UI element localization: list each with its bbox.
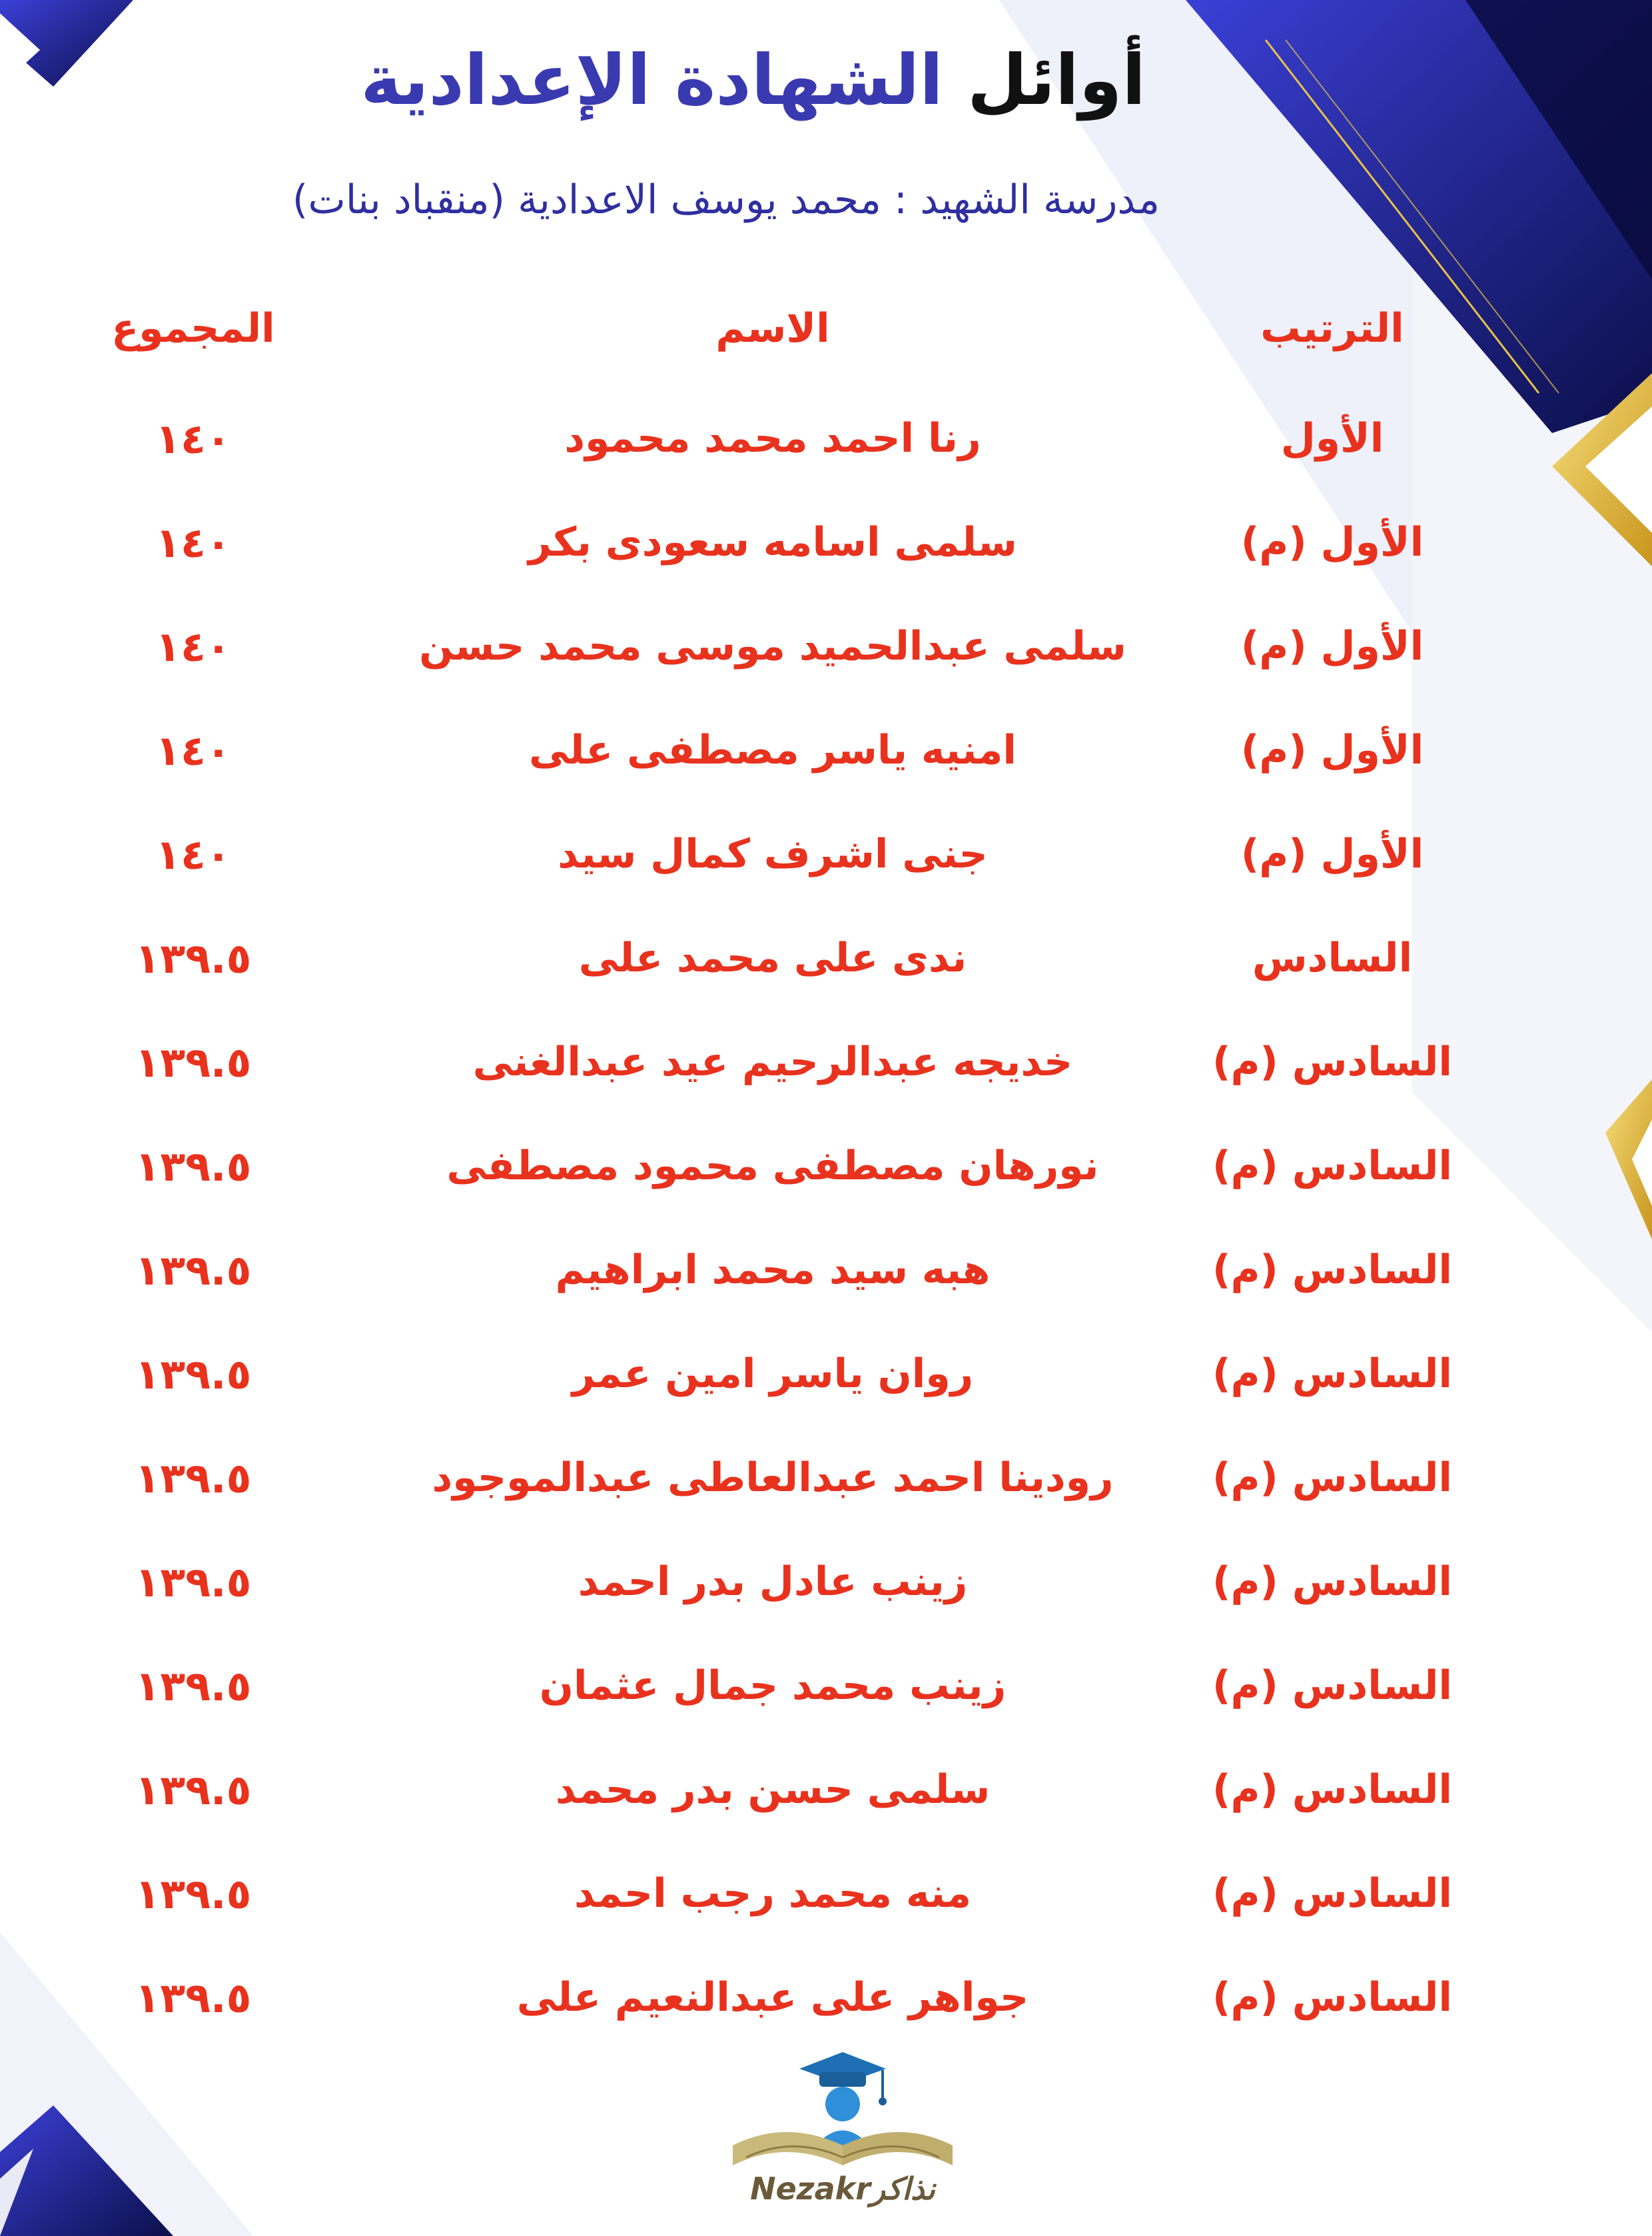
table-row (0, 1218, 1652, 1322)
name-cell: ندى على محمد على (578, 935, 967, 981)
header-rank: الترتيب (1260, 304, 1404, 352)
total-cell: ١٣٩.٥ (135, 1869, 252, 1918)
rank-cell: السادس (م) (1212, 1247, 1452, 1293)
total-cell: ١٣٩.٥ (135, 1661, 252, 1710)
total-cell: ١٣٩.٥ (135, 1557, 252, 1606)
title-word-awael: أوائل (967, 39, 1146, 121)
total-cell: ١٣٩.٥ (135, 1245, 252, 1295)
results-table (0, 270, 1652, 2049)
name-cell: رودينا احمد عبدالعاطى عبدالموجود (432, 1454, 1114, 1501)
table-row (0, 1114, 1652, 1218)
table-row (0, 1842, 1652, 1946)
table-row (0, 1010, 1652, 1114)
rank-cell: الأول (1280, 415, 1384, 462)
school-name: مدرسة الشهيد : محمد يوسف الاعدادية (منقباد بنات) (292, 177, 1160, 223)
table-row (0, 698, 1652, 802)
rank-cell: السادس (م) (1212, 1766, 1452, 1813)
table-row (0, 1426, 1652, 1530)
name-cell: سلمى حسن بدر محمد (555, 1766, 991, 1813)
rank-cell: السادس (م) (1212, 1454, 1452, 1501)
rank-cell: السادس (م) (1212, 1870, 1452, 1917)
rank-cell: الأول (م) (1240, 519, 1424, 566)
table-row (0, 1738, 1652, 1842)
name-cell: منه محمد رجب احمد (574, 1870, 971, 1917)
table-row (0, 802, 1652, 906)
name-cell: جواهر على عبدالنعيم على (516, 1974, 1029, 2021)
rank-cell: السادس (م) (1212, 1351, 1452, 1397)
rank-cell: الأول (م) (1240, 831, 1424, 877)
table-header-row (0, 270, 1652, 386)
name-cell: سلمى اسامه سعودى بكر (528, 519, 1017, 566)
name-cell: روان ياسر امين عمر (572, 1351, 974, 1397)
table-row (0, 1946, 1652, 2049)
page-title (360, 20, 1146, 140)
name-cell: زينب محمد جمال عثمان (539, 1662, 1007, 1709)
rank-cell: السادس (م) (1212, 1662, 1452, 1709)
name-cell: جنى اشرف كمال سيد (558, 831, 988, 877)
table-row (0, 1322, 1652, 1426)
table-row (0, 490, 1652, 594)
name-cell: هبه سيد محمد ابراهيم (555, 1247, 991, 1293)
rank-cell: السادس (م) (1212, 1039, 1452, 1085)
total-cell: ١٣٩.٥ (135, 1349, 252, 1398)
total-cell: ١٤٠ (155, 518, 231, 567)
rank-cell: السادس (1252, 935, 1413, 981)
rank-cell: السادس (م) (1212, 1143, 1452, 1189)
total-cell: ١٤٠ (155, 622, 231, 671)
name-cell: رنا احمد محمد محمود (564, 415, 981, 462)
table-row (0, 1530, 1652, 1634)
name-cell: امنيه ياسر مصطفى على (529, 727, 1017, 774)
rank-cell: السادس (م) (1212, 1558, 1452, 1605)
table-row (0, 594, 1652, 698)
total-cell: ١٣٩.٥ (135, 1453, 252, 1502)
rank-cell: السادس (م) (1212, 1974, 1452, 2021)
total-cell: ١٣٩.٥ (135, 1037, 252, 1087)
total-cell: ١٤٠ (155, 830, 231, 879)
table-row (0, 906, 1652, 1010)
name-cell: زينب عادل بدر احمد (578, 1558, 968, 1605)
table-row (0, 386, 1652, 490)
total-cell: ١٣٩.٥ (135, 1973, 252, 2022)
title-certificate: الشهادة الإعدادية (360, 39, 943, 121)
logo-text: Nezakrنذاكر (750, 2171, 935, 2207)
table-row (0, 1634, 1652, 1738)
header-name: الاسم (715, 304, 830, 352)
total-cell: ١٣٩.٥ (135, 1765, 252, 1814)
total-cell: ١٤٠ (155, 726, 231, 775)
rank-cell: الأول (م) (1240, 623, 1424, 670)
total-cell: ١٣٩.٥ (135, 933, 252, 983)
total-cell: ١٤٠ (155, 414, 231, 463)
rank-cell: الأول (م) (1240, 727, 1424, 774)
total-cell: ١٣٩.٥ (135, 1141, 252, 1191)
name-cell: نورهان مصطفى محمود مصطفى (446, 1143, 1099, 1189)
name-cell: خديجه عبدالرحيم عيد عبدالغنى (472, 1039, 1073, 1085)
name-cell: سلمى عبدالحميد موسى محمد حسن (419, 623, 1126, 670)
header-total: المجموع (111, 304, 275, 352)
